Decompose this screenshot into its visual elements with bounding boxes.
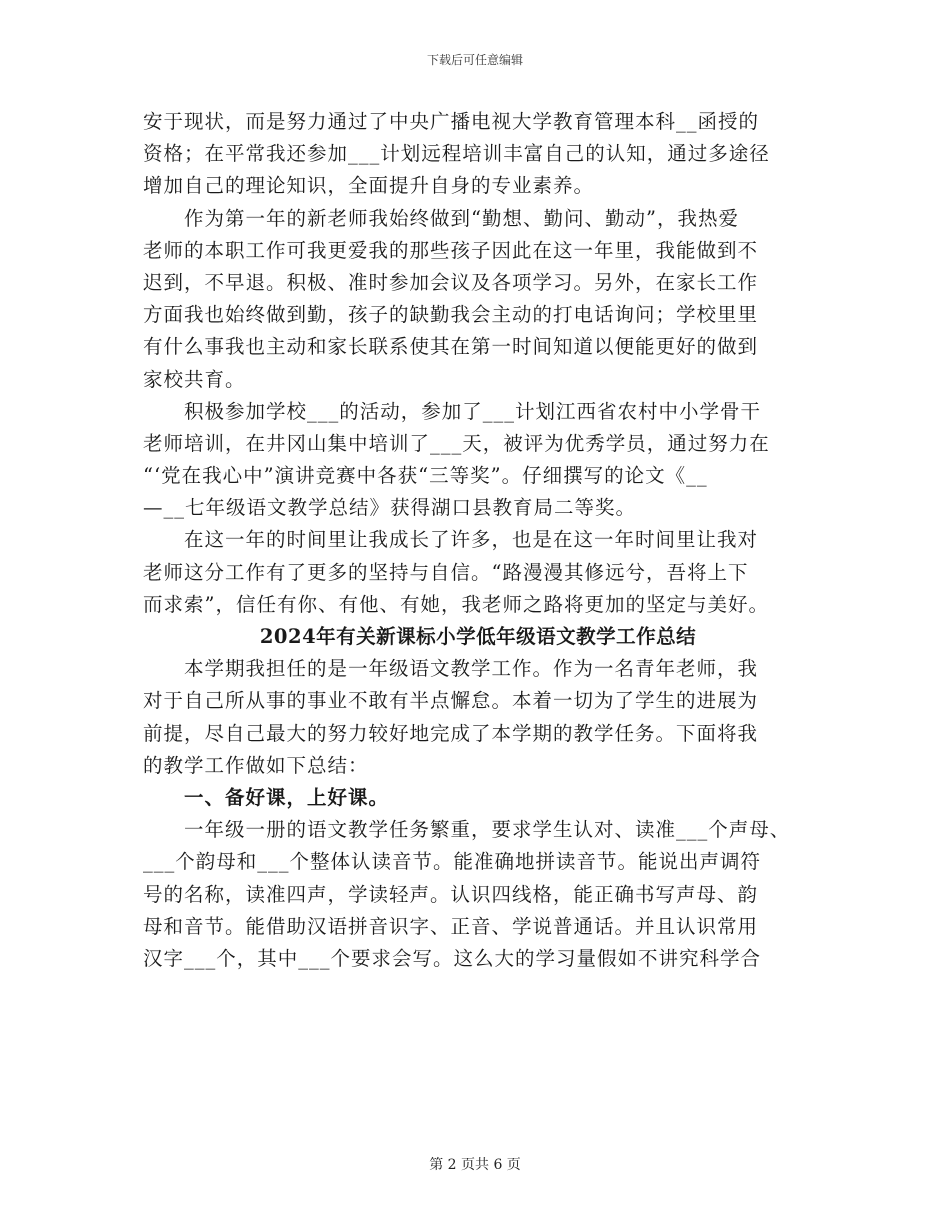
- section-title: 2024年有关新课标小学低年级语文教学工作总结: [259, 625, 697, 648]
- text-line: 本学期我担任的是一年级语文教学工作。作为一名青年老师，我: [184, 657, 759, 681]
- text-line: 家校共育。: [143, 367, 246, 391]
- text-line: ___个韵母和___个整体认读音节。能准确地拼读音节。能说出声调符: [143, 850, 762, 874]
- text-line: 安于现状，而是努力通过了中央广播电视大学教育管理本科__函授的: [143, 110, 760, 133]
- text-line: —__七年级语文教学总结》获得湖口县教育局二等奖。: [143, 496, 637, 520]
- text-line: 老师培训，在井冈山集中培训了___天，被评为优秀学员，通过努力在: [143, 431, 770, 455]
- text-line: 而求索”，信任有你、有他、有她，我老师之路将更加的坚定与美好。: [143, 592, 769, 616]
- page-number: 第 2 页共 6 页: [429, 1157, 521, 1173]
- text-line: 作为第一年的新老师我始终做到“勤想、勤问、勤动”，我热爱: [184, 206, 739, 230]
- text-line: 在这一年的时间里让我成长了许多，也是在这一年时间里让我对: [184, 528, 759, 552]
- text-line: 迟到，不早退。积极、准时参加会议及各项学习。另外，在家长工作: [143, 270, 759, 294]
- text-line: 一年级一册的语文教学任务繁重，要求学生认对、读准___个声母、: [184, 818, 791, 842]
- text-line: 资格；在平常我还参加___计划远程培训丰富自己的认知，通过多途径: [143, 142, 770, 166]
- text-line: 汉字___个，其中___个要求会写。这么大的学习量假如不讲究科学合: [143, 946, 762, 970]
- text-line: 前提，尽自己最大的努力较好地完成了本学期的教学任务。下面将我: [143, 721, 759, 745]
- text-line: 对于自己所从事的事业不敢有半点懈怠。本着一切为了学生的进展为: [143, 689, 759, 713]
- text-line: 增加自己的理论知识，全面提升自身的专业素养。: [143, 174, 595, 198]
- text-line: 的教学工作做如下总结：: [143, 753, 369, 777]
- document-body: [143, 106, 813, 975]
- text-line: 号的名称，读准四声，学读轻声。认识四线格，能正确书写声母、韵: [143, 882, 759, 906]
- text-line: 方面我也始终做到勤，孩子的缺勤我会主动的打电话询问；学校里里: [143, 303, 759, 327]
- subsection-heading: 一、备好课，上好课。: [184, 785, 390, 809]
- text-line: 积极参加学校___的活动，参加了___计划江西省农村中小学骨干: [184, 399, 762, 423]
- text-line: “‘党在我心中”演讲竞赛中各获“三等奖”。仔细撰写的论文《__: [143, 464, 708, 488]
- text-line: 母和音节。能借助汉语拼音识字、正音、学说普通话。并且认识常用: [143, 914, 759, 938]
- page-header: 下载后可任意编辑: [426, 53, 523, 67]
- text-line: 老师这分工作有了更多的坚持与自信。“路漫漫其修远兮，吾将上下: [143, 560, 749, 584]
- text-line: 老师的本职工作可我更爱我的那些孩子因此在这一年里，我能做到不: [143, 238, 759, 262]
- text-line: 有什么事我也主动和家长联系使其在第一时间知道以便能更好的做到: [143, 335, 759, 359]
